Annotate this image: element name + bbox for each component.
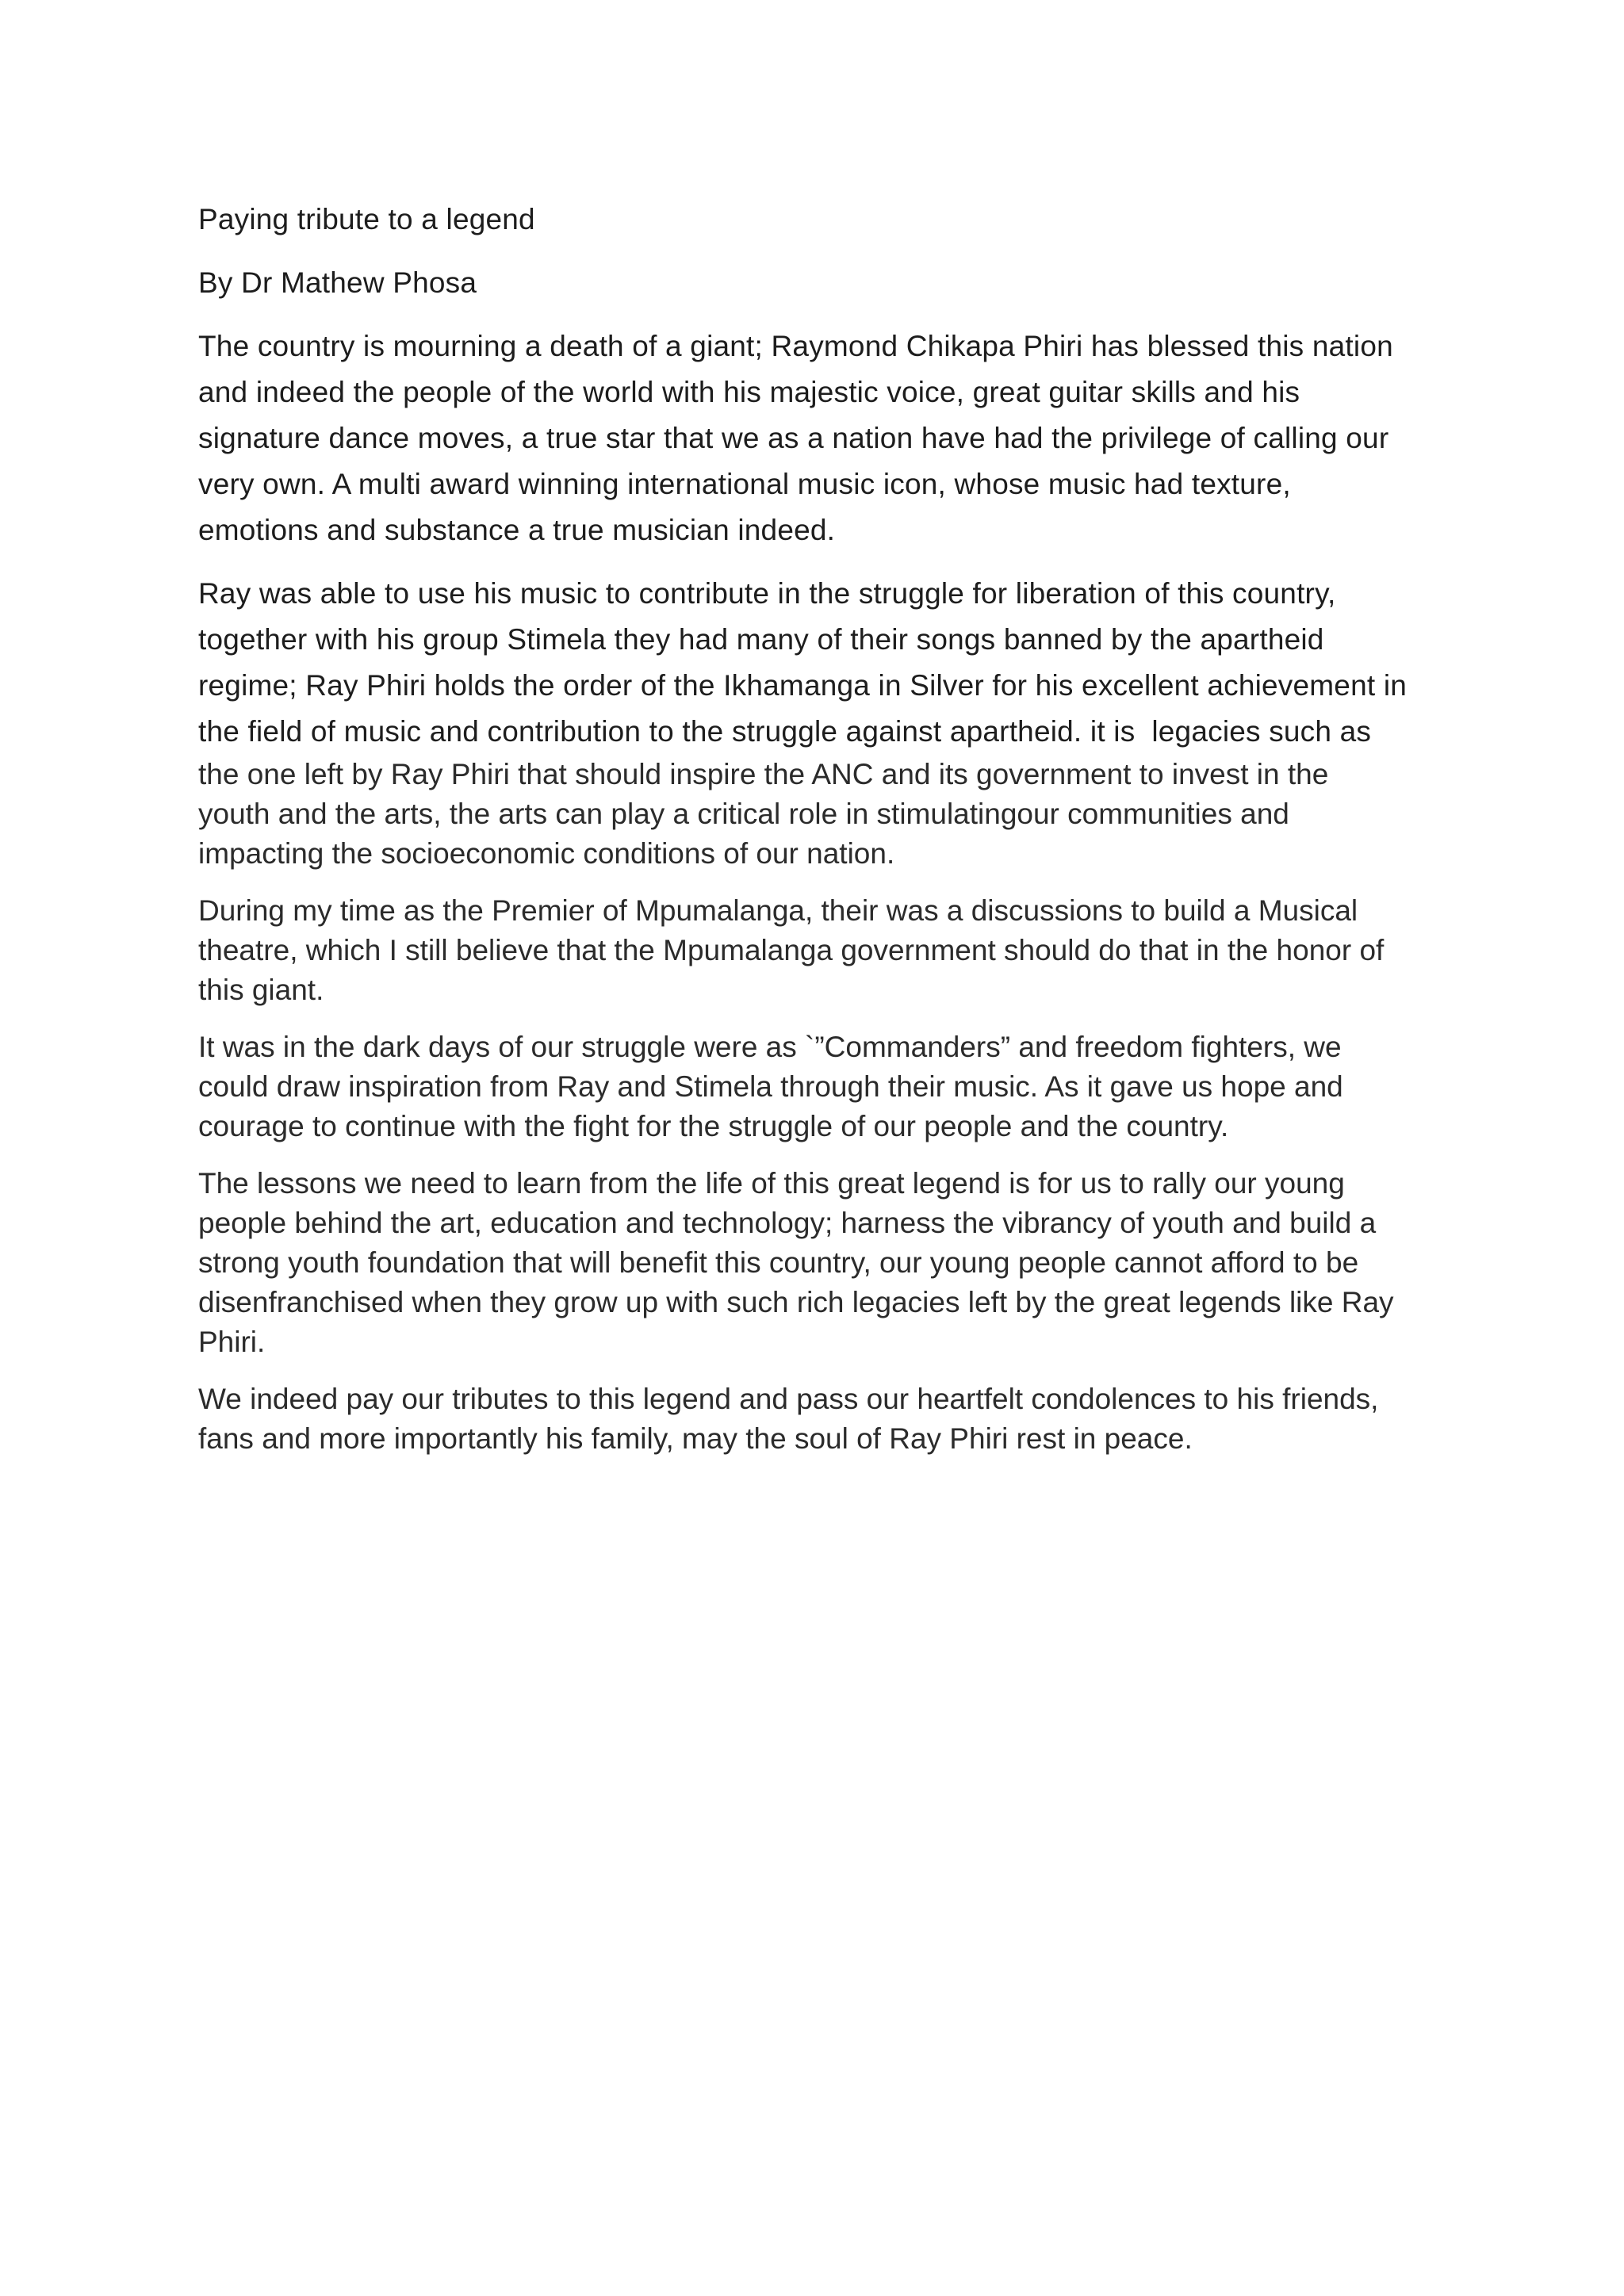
paragraph-line: The country is mourning a death of a giant; Raymond Chikapa Phiri has blessed this nation <box>198 330 1393 362</box>
paragraph-line: theatre, which I still believe that the Mpumalanga government should do that in the honor of <box>198 934 1385 966</box>
paragraph-line: could draw inspiration from Ray and Stimela through their music. As it gave us hope and <box>198 1070 1343 1103</box>
paragraph-line: signature dance moves, a true star that we as a nation have had the privilege of calling our <box>198 422 1389 454</box>
paragraph-line: emotions and substance a true musician indeed. <box>198 514 836 546</box>
paragraph-2 <box>198 571 1435 874</box>
article-byline: By Dr Mathew Phosa <box>198 266 477 299</box>
article-title: Paying tribute to a legend <box>198 203 535 235</box>
paragraph-line: Ray was able to use his music to contribute in the struggle for liberation of this country, <box>198 577 1336 610</box>
paragraph-line: It was in the dark days of our struggle were as `”Commanders” and freedom fighters, we <box>198 1031 1342 1063</box>
paragraph-line: impacting the socioeconomic conditions of our nation. <box>198 837 895 870</box>
paragraph-line-mixed <box>198 709 1435 755</box>
article-body <box>198 197 1435 1476</box>
paragraph-line: courage to continue with the fight for the struggle of our people and the country. <box>198 1110 1229 1142</box>
paragraph-line: and indeed the people of the world with his majestic voice, great guitar skills and his <box>198 376 1300 408</box>
paragraph-5 <box>198 1164 1435 1362</box>
paragraph-6 <box>198 1380 1435 1459</box>
paragraph-line: the field of music and contribution to the struggle against apartheid. <box>198 715 1082 748</box>
paragraph-line: regime; Ray Phiri holds the order of the Ikhamanga in Silver for his excellent achievement in <box>198 669 1408 702</box>
paragraph-line: We indeed pay our tributes to this legend and pass our heartfelt condolences to his friends, <box>198 1383 1379 1415</box>
paragraph-line: disenfranchised when they grow up with such rich legacies left by the great legends like Ray <box>198 1286 1394 1318</box>
paragraph-line: this giant. <box>198 974 324 1006</box>
paragraph-line: youth and the arts, the arts can play a critical role in stimulatingour communities and <box>198 798 1289 830</box>
paragraph-line: fans and more importantly his family, may the soul of Ray Phiri rest in peace. <box>198 1422 1193 1455</box>
paragraph-line-tail: it is legacies such as <box>1082 715 1372 748</box>
paragraph-line: very own. A multi award winning international music icon, whose music had texture, <box>198 468 1291 500</box>
paragraph-line: people behind the art, education and technology; harness the vibrancy of youth and build a <box>198 1207 1377 1239</box>
paragraph-line: The lessons we need to learn from the life of this great legend is for us to rally our young <box>198 1167 1345 1200</box>
paragraph-line: During my time as the Premier of Mpumalanga, their was a discussions to build a Musical <box>198 894 1358 927</box>
paragraph-3 <box>198 891 1435 1010</box>
paragraph-line: Phiri. <box>198 1326 266 1358</box>
paragraph-1 <box>198 323 1435 553</box>
paragraph-line: strong youth foundation that will benefit this country, our young people cannot afford to be <box>198 1246 1359 1279</box>
paragraph-line: the one left by Ray Phiri that should inspire the ANC and its government to invest in the <box>198 758 1329 790</box>
paragraph-4 <box>198 1027 1435 1146</box>
paragraph-line: together with his group Stimela they had many of their songs banned by the apartheid <box>198 623 1324 656</box>
